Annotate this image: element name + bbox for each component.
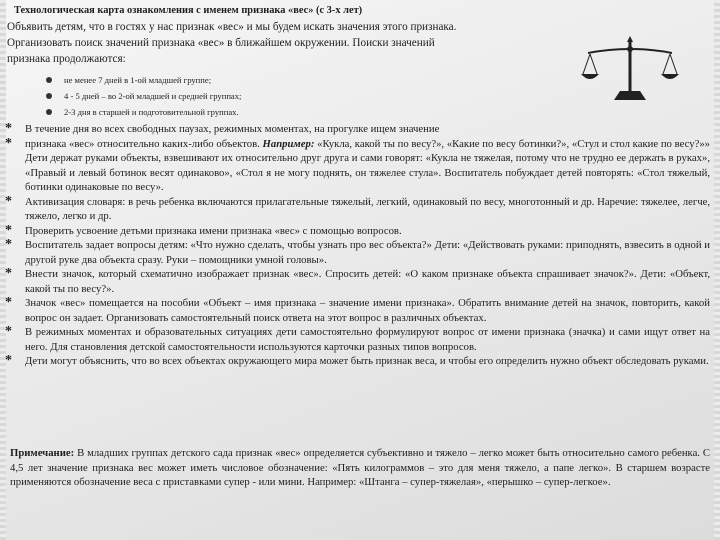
activity-list: [5, 122, 710, 369]
duration-item: 2-3 дня в старшей и подготовительной группах.: [46, 104, 566, 120]
duration-item: не менее 7 дней в 1-ой младшей группе;: [46, 72, 566, 88]
asterisk-bullet: *: [5, 295, 12, 310]
bullet-dot-icon: [46, 93, 52, 99]
example-label: Например:: [262, 137, 315, 150]
asterisk-bullet: *: [5, 266, 12, 281]
asterisk-bullet: *: [5, 222, 12, 238]
asterisk-bullet: *: [5, 353, 12, 368]
bullet-dot-icon: [46, 109, 52, 115]
list-item: * признака «вес» относительно каких-либо объектов. Например: «Кукла, какой ты по весу?», «Какие по весу ботинки?», «Стул и стол какие по весу?»» Дети держат руками объекты, взвешивают их относительно друг друга и сами говорят: «Кукла не тяжелая, потому что не трудно ее держать в руках», «Правый и левый ботинок весят одинаково», «Стол я не могу поднять, он тяжелее стула». Воспитатель побуждает детей повторять: «Стол тяжелый, ботинки одинаковые по весу».: [5, 135, 711, 193]
asterisk-bullet: *: [5, 324, 12, 339]
page-edge-right: [714, 0, 720, 540]
intro-line: признака продолжаются:: [7, 53, 126, 65]
scales-icon: [580, 34, 680, 102]
intro-line: Организовать поиск значений признака «вес» в ближайшем окружении. Поиски значений: [7, 37, 435, 49]
note-text: В младших группах детского сада признак «вес» определяется субъективно и тяжело – легко может быть относительно самого ребенка. С 4,5 лет значение признака вес может иметь числовое обозначение: «Пять килограммов – это для меня тяжело, а папе легко». В старшем возрасте применяются обозначение веса с приставками супер - или мини. Например: «Штанга – супер-тяжелая», «перышко – супер-легкое».: [10, 447, 710, 488]
list-item: * Дети могут объяснить, что во всех объектах окружающего мира может быть признак веса, и чтобы его определить нужно объект обследовать руками.: [5, 353, 709, 368]
duration-list: [46, 72, 566, 120]
bullet-dot-icon: [46, 77, 52, 83]
list-item: * В течение дня во всех свободных паузах, режимных моментах, на прогулке ищем значение: [5, 121, 440, 136]
list-item: * Воспитатель задает вопросы детям: «Что нужно сделать, чтобы узнать про вес объекта?» Дети: «Действовать руками: приподнять, взвесить в одной и другой руке два объекта сразу. Руки – помощники умной головы».: [5, 237, 710, 266]
asterisk-bullet: *: [5, 193, 12, 209]
asterisk-bullet: *: [5, 135, 12, 151]
intro-line: Объявить детям, что в гостях у нас признак «вес» и мы будем искать значения этого признака.: [7, 21, 457, 33]
page-title: Технологическая карта ознакомления с именем признака «вес» (с 3-х лет): [14, 5, 363, 16]
list-item: * Активизация словаря: в речь ребенка включаются прилагательные тяжелый, легкий, одинаковый по весу, многотонный и др. Наречие: тяжелее, легче, тяжело, легко и др.: [5, 193, 710, 222]
note-label: Примечание:: [10, 447, 75, 459]
list-item: * Значок «вес» помещается на пособии «Объект – имя признака – значение имени признака». Обратить внимание детей на значок, повторить, какой вопрос он задает. Организовать самостоятельный поиск ответа на этот вопрос в различных объектах.: [5, 295, 710, 324]
note-paragraph: [10, 446, 710, 490]
intro-paragraph: [7, 19, 547, 67]
asterisk-bullet: *: [5, 237, 12, 252]
list-item: * В режимных моментах и образовательных ситуациях дети самостоятельно формулируют вопрос от имени признака (значка) и сами ищут ответ на него. Для становления детской самостоятельности используются карточки разных типов вопросов.: [5, 324, 710, 353]
asterisk-bullet: *: [5, 121, 12, 136]
duration-item: 4 - 5 дней – во 2-ой младшей и средней группах;: [46, 88, 566, 104]
list-item: * Внести значок, который схематично изображает признак «вес». Спросить детей: «О каком признаке объекта спрашивает значок?». Дети: «Объект, какой ты по весу?».: [5, 266, 710, 295]
list-item: * Проверить усвоение детьми признака имени признака «вес» с помощью вопросов.: [5, 222, 402, 238]
